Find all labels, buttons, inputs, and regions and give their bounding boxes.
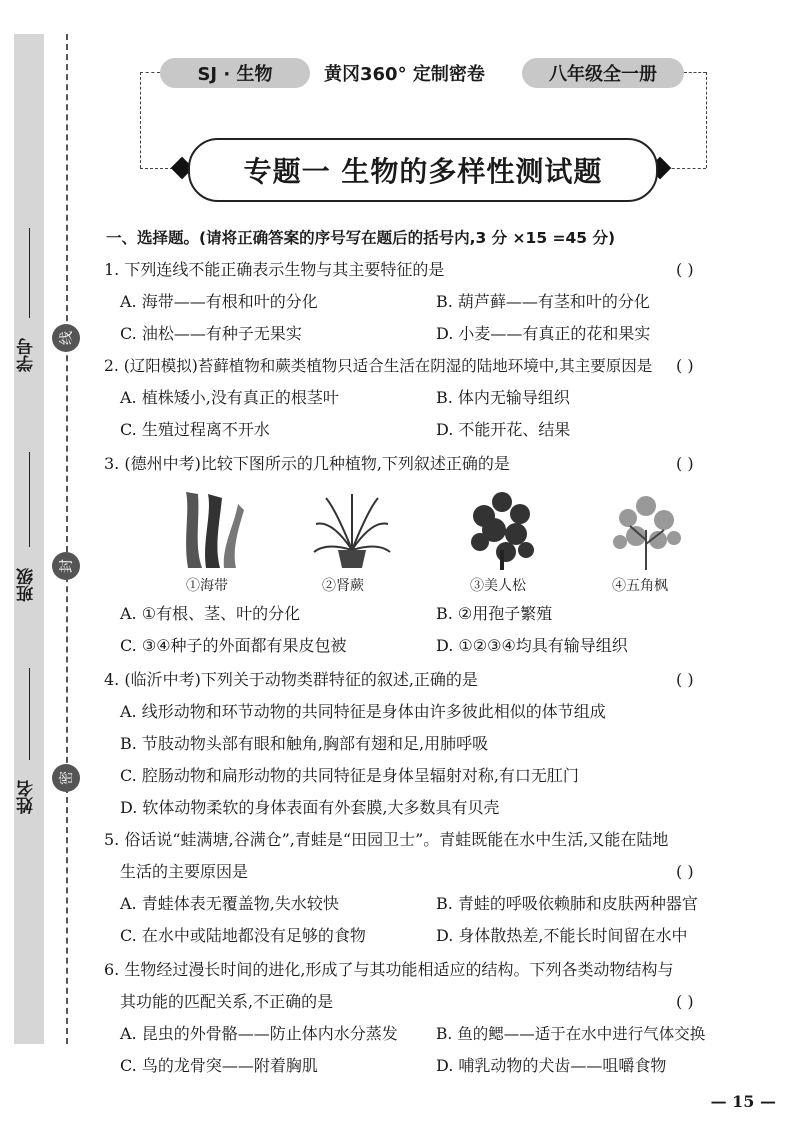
cut-mark-xian: 线 (52, 324, 80, 352)
q1-answer-box[interactable]: ( ) (676, 260, 694, 279)
q1-option-c: C. 油松——有种子无果实 (120, 324, 302, 343)
xuehao-line (29, 228, 30, 318)
xingming-line (29, 668, 30, 760)
q3-option-b: B. ②用孢子繁殖 (436, 604, 553, 623)
q2-option-a: A. 植株矮小,没有真正的根茎叶 (120, 388, 339, 407)
grade-badge: 八年级全一册 (522, 58, 684, 88)
q5-answer-box[interactable]: ( ) (676, 862, 694, 881)
banji-label: 班级 (17, 568, 37, 602)
q2-answer-box[interactable]: ( ) (676, 356, 694, 375)
q5-option-d: D. 身体散热差,不能长时间留在水中 (436, 926, 688, 945)
pine-image (462, 490, 542, 570)
q3-option-c: C. ③④种子的外面都有果皮包被 (120, 636, 347, 655)
q6-stem-line1: 6. 生物经过漫长时间的进化,形成了与其功能相适应的结构。下列各类动物结构与 (104, 960, 674, 979)
fern-image (312, 490, 392, 570)
q3-caption-3: ③美人松 (470, 578, 526, 594)
header-dash-right-vertical (706, 72, 707, 168)
cut-mark-mi: 密 (52, 764, 80, 792)
banji-line (29, 452, 30, 547)
q6-option-a: A. 昆虫的外骨骼——防止体内水分蒸发 (120, 1024, 398, 1043)
header-dash-left-vertical (140, 72, 141, 168)
q4-answer-box[interactable]: ( ) (676, 670, 694, 689)
q5-option-b: B. 青蛙的呼吸依赖肺和皮肤两种器官 (436, 894, 698, 913)
q2-option-d: D. 不能开花、结果 (436, 420, 571, 439)
q6-answer-box[interactable]: ( ) (676, 992, 694, 1011)
q4-stem: 4. (临沂中考)下列关于动物类群特征的叙述,正确的是 (104, 670, 478, 689)
header-dash-left (140, 72, 160, 73)
xuehao-label: 学号 (17, 338, 37, 372)
q3-option-a: A. ①有根、茎、叶的分化 (120, 604, 301, 623)
q6-stem-line2: 其功能的匹配关系,不正确的是 (120, 992, 334, 1011)
cut-mark-feng: 封 (52, 552, 80, 580)
q5-stem-line1: 5. 俗话说“蛙满塘,谷满仓”,青蛙是“田园卫士”。青蛙既能在水中生活,又能在陆地 (104, 830, 669, 849)
q6-option-c: C. 鸟的龙骨突——附着胸肌 (120, 1056, 318, 1075)
subject-badge: SJ · 生物 (160, 58, 310, 88)
q4-option-b: B. 节肢动物头部有眼和触角,胸部有翅和足,用肺呼吸 (120, 734, 489, 753)
series-title: 黄冈360° 定制密卷 (324, 64, 485, 85)
q4-option-a: A. 线形动物和环节动物的共同特征是身体由许多彼此相似的体节组成 (120, 702, 606, 721)
q4-option-d: D. 软体动物柔软的身体表面有外套膜,大多数具有贝壳 (120, 798, 500, 817)
kelp-image (178, 490, 248, 570)
q4-option-c: C. 腔肠动物和扁形动物的共同特征是身体呈辐射对称,有口无肛门 (120, 766, 579, 785)
q2-option-c: C. 生殖过程离不开水 (120, 420, 270, 439)
page-number: — 15 — (710, 1092, 776, 1111)
q1-stem: 1. 下列连线不能正确表示生物与其主要特征的是 (104, 260, 445, 279)
q5-option-c: C. 在水中或陆地都没有足够的食物 (120, 926, 366, 945)
q1-option-a: A. 海带——有根和叶的分化 (120, 292, 318, 311)
q3-caption-1: ①海带 (186, 578, 228, 594)
q3-caption-2: ②肾蕨 (322, 578, 364, 594)
header-dash-right (684, 72, 706, 73)
section-heading: 一、选择题。(请将正确答案的序号写在题后的括号内,3 分 ×15 =45 分) (106, 229, 616, 247)
q5-option-a: A. 青蛙体表无覆盖物,失水较快 (120, 894, 339, 913)
q3-stem: 3. (德州中考)比较下图所示的几种植物,下列叙述正确的是 (104, 454, 510, 473)
q6-option-d: D. 哺乳动物的犬齿——咀嚼食物 (436, 1056, 667, 1075)
xingming-label: 姓名 (17, 780, 37, 814)
cut-line (66, 34, 68, 1044)
q1-option-d: D. 小麦——有真正的花和果实 (436, 324, 651, 343)
q3-answer-box[interactable]: ( ) (676, 454, 694, 473)
q3-caption-4: ④五角枫 (612, 578, 668, 594)
q2-stem: 2. (辽阳模拟)苔藓植物和蕨类植物只适合生活在阴湿的陆地环境中,其主要原因是 (104, 357, 653, 375)
q3-option-d: D. ①②③④均具有输导组织 (436, 636, 628, 655)
maple-image (606, 490, 686, 570)
q6-option-b: B. 鱼的鳃——适于在水中进行气体交换 (436, 1025, 706, 1043)
q5-stem-line2: 生活的主要原因是 (120, 862, 249, 881)
q1-option-b: B. 葫芦藓——有茎和叶的分化 (436, 292, 650, 311)
q2-option-b: B. 体内无输导组织 (436, 388, 570, 407)
page-title: 专题一 生物的多样性测试题 (188, 138, 658, 202)
